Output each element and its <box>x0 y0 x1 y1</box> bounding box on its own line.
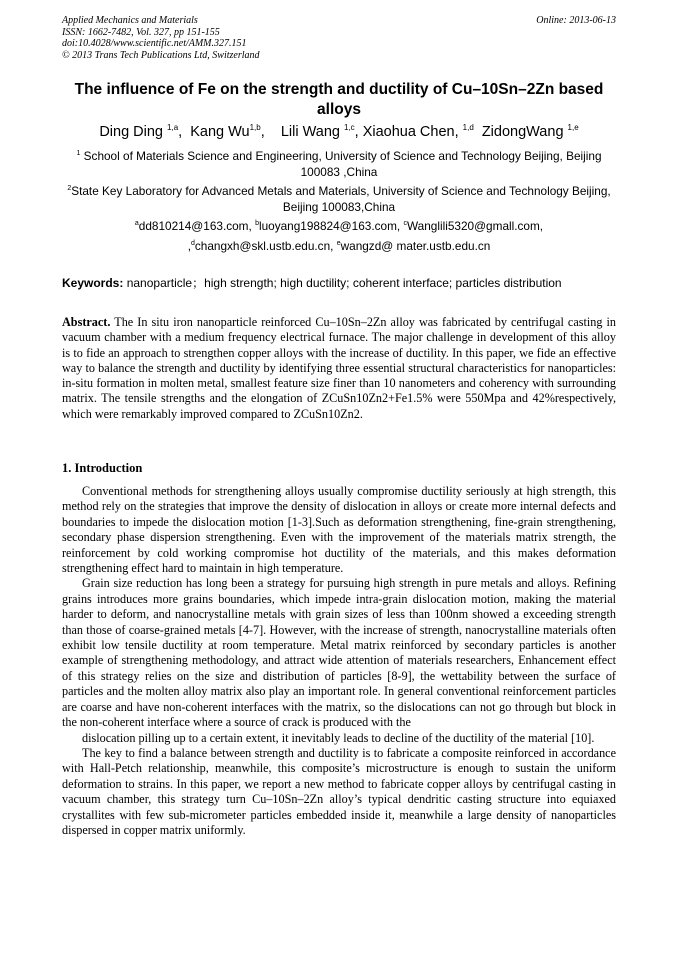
issn-line: ISSN: 1662-7482, Vol. 327, pp 151-155 <box>62 26 220 38</box>
author-emails: $^a$dd810214@163.com, $^b$luoyang198824@163.com, $^c$Wanglili5320@gmall.com, ,$^d$changxh@skl.ustb.edu.cn, $^e$wangzd@ mater.ustb.edu.cn <box>134 219 544 253</box>
email-link[interactable]: luoyang198824@163.com, <box>258 219 401 233</box>
author: Xiaohua Chen, $^{1,d}$ <box>362 123 474 140</box>
email-link[interactable]: changxh@skl.ustb.edu.cn, <box>194 238 334 253</box>
doi-line: doi:10.4028/www.scientific.net/AMM.327.151 <box>62 38 247 49</box>
affiliation-1: $^1$ School of Materials Science and Engineering, University of Science and Technology Beijing, Beijing 100083 ,China <box>76 149 602 179</box>
paragraph: Conventional methods for strengthening alloys usually compromise ductility seriously at high strength, this method rely on the strategies that improve the density of dislocation in alloys or create more internal defects and boundaries to impede the dislocation motion [1-3].Such as deformation strengthening, fine-grain strengthening, secondary phase dispersion strengthening. Even with the improvement of the materials matrix strength, the reinforcement by cold working compromise hot ductility of the materials, and this makes deformation strengthening effect hard to maintain in high temperature. <box>62 484 616 576</box>
paragraph: Grain size reduction has long been a strategy for pursuing high strength in pure metals and alloys. Refining grains introduces more grains boundaries, which impede intra-grain dislocation motion, making the material harder to deform, and nanocrystalline metals with grain sizes of less than 100nm showed a exceeding strength than those of coarse-grained metals [4-7]. However, with the increase of strength, nanocrystalline materials often exhibit low tensile ductility at room temperature. Metal matrix reinforced by secondary particles is another example of strengthening methodology, and attract wide attention of materials researchers, Enhancement effect of this strategy relies on the size and distribution of particles [8-9], the wettability between the surface of particles and the molten alloy matrix also play an important role. In general conventional reinforcement particles are coarse and have non-coherent interfaces with the matrix, so the dislocations can not go through but block in the non-coherent interface where a source of crack is produced with the <box>62 576 616 730</box>
paragraph: The key to find a balance between strength and ductility is to fabricate a composite reinforced in accordance with Hall-Petch relationship, meanwhile, this composite’s microstructure is enough to sustain the uniform deformation to strains. In this paper, we report a new method to fabricate copper alloys by centrifugal casting in vacuum chamber, this strategy turn Cu–10Sn–2Zn alloy’s typical dendritic casting structure into equiaxed crystallites with few sub-micrometer particles embedded inside it, meanwhile a large density of nanoparticles dispersed in copper matrix uniformly. <box>62 745 616 837</box>
paper-title: The influence of Fe on the strength and ductility of Cu–10Sn–2Zn based alloys <box>74 81 604 118</box>
abstract-text: The In situ iron nanoparticle reinforced Cu–10Sn–2Zn alloy was fabricated by centrifugal casting in vacuum chamber with a medium frequency electrical furnace. The major challenge in development of this alloy is to fide an approach to strengthen copper alloys with the increase of ductility. In this paper, we fide an effective way to balance the strength and ductility by identifying three essential structural characteristics for nanoparticles: in-situ formation in molten metal, smallest feature size finer than 10 nanometers and coherency with surrounding matrix. The tensile strengths and the elongation of ZCuSn10Zn2+Fe1.5% were 550Mpa and 42%respectively, which were remarkably improved compared to ZCuSn10Zn2. <box>62 315 616 421</box>
abstract-label: Abstract. <box>62 315 111 329</box>
abstract <box>62 315 616 422</box>
author: Kang Wu$^{1,b}$, <box>190 123 265 140</box>
paragraph: dislocation pilling up to a certain extent, it inevitably leads to decline of the ductility of the material [10]. <box>82 730 595 745</box>
email-link[interactable]: Wanglili5320@gmall.com, <box>406 219 544 233</box>
author: Ding Ding $^{1,a}$, <box>99 123 183 140</box>
author: Lili Wang $^{1,c}$, <box>280 123 359 140</box>
journal-name: Applied Mechanics and Materials <box>62 15 198 26</box>
keywords <box>62 276 616 291</box>
journal-header <box>62 15 616 61</box>
author-list <box>62 122 616 142</box>
author: ZidongWang $^{1,e}$ <box>481 123 579 140</box>
keywords-text: nanoparticle；high strength; high ductility; coherent interface; particles distribution <box>126 276 562 290</box>
section-heading: 1. Introduction <box>62 461 143 475</box>
email-link[interactable]: dd810214@163.com, <box>138 219 252 233</box>
online-date: Online: 2013-06-13 <box>536 15 616 26</box>
affiliation-2: $^2$State Key Laboratory for Advanced Metals and Materials, University of Science and Technology Beijing, Beijing 100083,China <box>67 184 611 214</box>
introduction-body <box>62 484 616 838</box>
email-link[interactable]: wangzd@ mater.ustb.edu.cn <box>340 238 491 253</box>
copyright-line: © 2013 Trans Tech Publications Ltd, Switzerland <box>62 49 260 61</box>
keywords-label: Keywords: <box>62 276 124 290</box>
